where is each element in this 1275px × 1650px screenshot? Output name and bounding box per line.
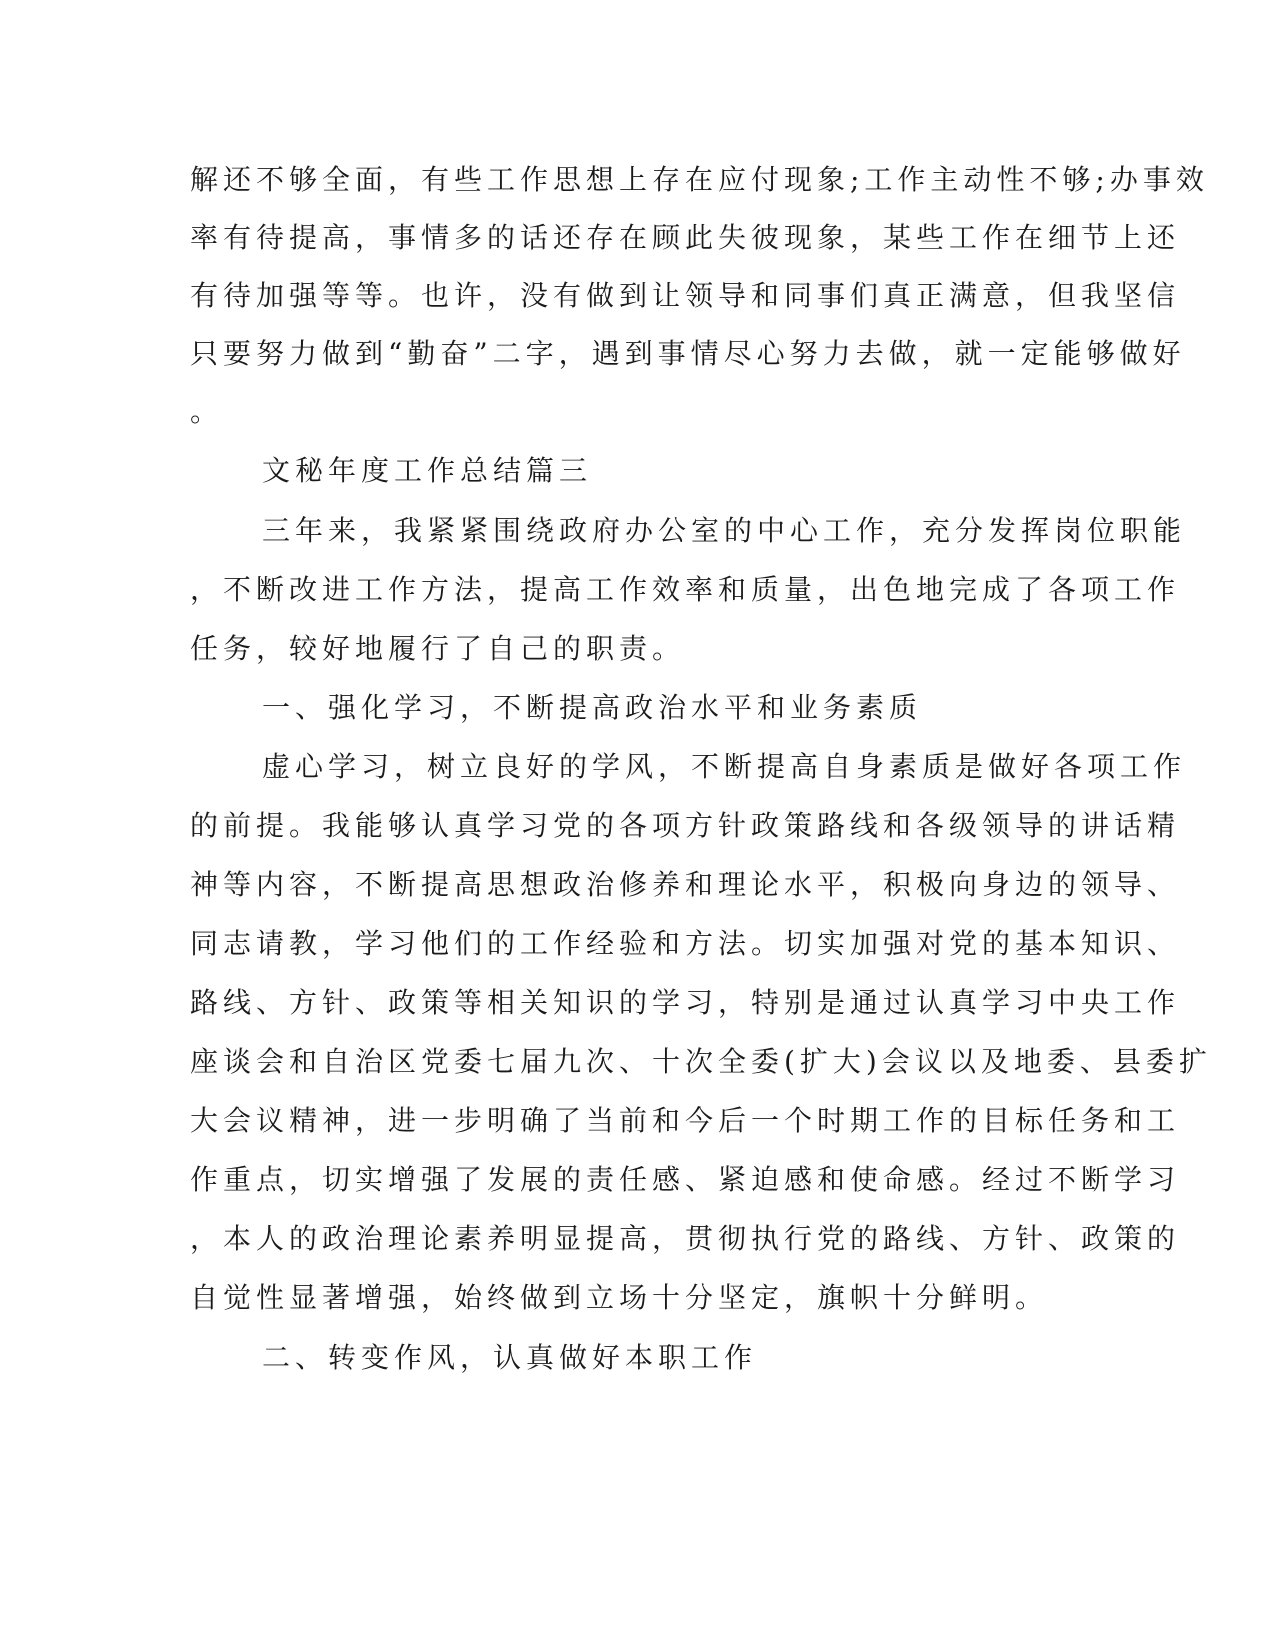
paragraph-line: 。 — [190, 395, 224, 428]
paragraph-line: 率有待提高，事情多的话还存在顾此失彼现象，某些工作在细节上还 — [190, 221, 1181, 254]
paragraph-line: 只要努力做到“勤奋”二字，遇到事情尽心努力去做，就一定能够做好 — [190, 337, 1186, 370]
paragraph-line: 神等内容，不断提高思想政治修养和理论水平，积极向身边的领导、 — [190, 868, 1181, 901]
paragraph-line: 座谈会和自治区党委七届九次、十次全委(扩大)会议以及地委、县委扩 — [190, 1045, 1212, 1078]
paragraph-line: ，本人的政治理论素养明显提高，贯彻执行党的路线、方针、政策的 — [190, 1222, 1181, 1255]
paragraph-line: 路线、方针、政策等相关知识的学习，特别是通过认真学习中央工作 — [190, 986, 1181, 1019]
paragraph-line: 大会议精神，进一步明确了当前和今后一个时期工作的目标任务和工 — [190, 1104, 1181, 1137]
paragraph-line: 同志请教，学习他们的工作经验和方法。切实加强对党的基本知识、 — [190, 927, 1181, 960]
paragraph-line: 的前提。我能够认真学习党的各项方针政策路线和各级领导的讲话精 — [190, 809, 1181, 842]
paragraph-line: 自觉性显著增强，始终做到立场十分坚定，旗帜十分鲜明。 — [190, 1281, 1049, 1314]
subsection-heading: 一、强化学习，不断提高政治水平和业务素质 — [262, 691, 923, 724]
paragraph-line: ，不断改进工作方法，提高工作效率和质量，出色地完成了各项工作 — [190, 573, 1181, 606]
section-heading: 文秘年度工作总结篇三 — [262, 454, 593, 487]
subsection-heading: 二、转变作风，认真做好本职工作 — [262, 1341, 758, 1374]
paragraph-line: 有待加强等等。也许，没有做到让领导和同事们真正满意，但我坚信 — [190, 279, 1181, 312]
paragraph-line: 虚心学习，树立良好的学风，不断提高自身素质是做好各项工作 — [262, 750, 1187, 783]
paragraph-line: 解还不够全面，有些工作思想上存在应付现象;工作主动性不够;办事效 — [190, 163, 1209, 196]
paragraph-line: 三年来，我紧紧围绕政府办公室的中心工作，充分发挥岗位职能 — [262, 514, 1187, 547]
paragraph-line: 作重点，切实增强了发展的责任感、紧迫感和使命感。经过不断学习 — [190, 1163, 1181, 1196]
paragraph-line: 任务，较好地履行了自己的职责。 — [190, 632, 686, 665]
